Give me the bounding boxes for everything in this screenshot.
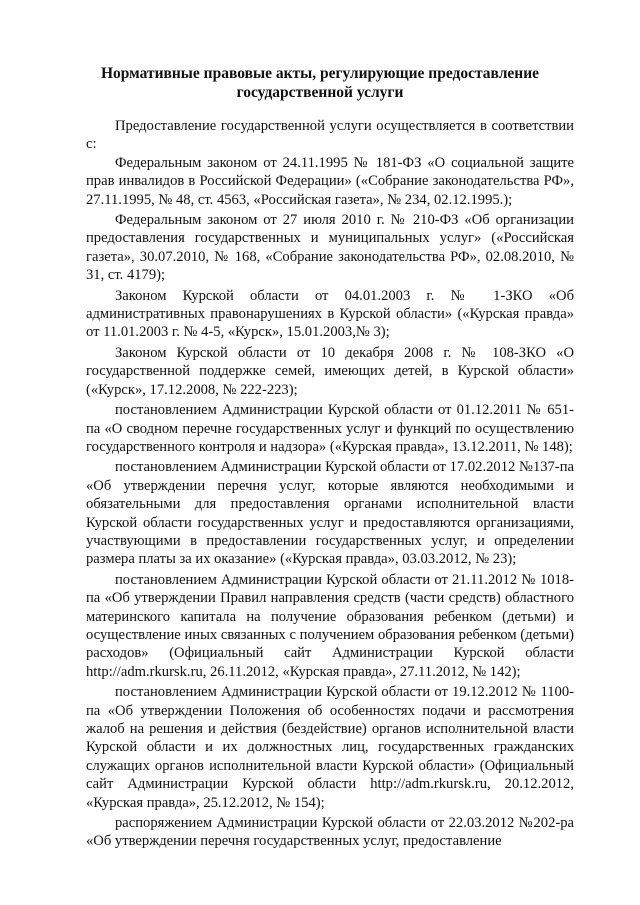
paragraph-resolution-1018: постановлением Администрации Курской области от 21.11.2012 № 1018-па «Об утверждении Правил направления средств (части средств) областного материнского капитала на получение образования ребенком (детьми) и осуществление иных связанных с получением образования ребенком (детьми) расходов» (Официальный сайт Администрации Курской области http://adm.rkursk.ru, 26.11.2012, «Курская правда», 27.11.2012, № 142); (86, 571, 574, 680)
paragraph-resolution-137: постановлением Администрации Курской области от 17.02.2012 №137-па «Об утверждении перечня услуг, которые являются необходимыми и обязательными для предоставления органами исполнительной власти Курской области государственных услуг и предоставляются организациями, участвующими в предоставлении государственных услуг, и определении размера платы за их оказание» («Курская правда», 03.03.2012, № 23); (86, 459, 574, 568)
paragraph-kursk-law-1: Законом Курской области от 04.01.2003 г. № 1-ЗКО «Об административных правонарушениях в Курской области» («Курская правда» от 11.01.2003 г. № 4-5, «Курск», 15.01.2003,№ 3); (86, 287, 574, 341)
paragraph-federal-law-181: Федеральным законом от 24.11.1995 № 181-ФЗ «О социальной защите прав инвалидов в Российской Федерации» («Собрание законодательства РФ», 27.11.1995, № 48, ст. 4563, «Российская газета», № 234, 02.12.1995.); (86, 154, 574, 208)
document-title: Нормативные правовые акты, регулирующие предоставление государственной услуги (100, 65, 540, 101)
paragraph-order-202: распоряжением Администрации Курской области от 22.03.2012 №202-ра «Об утверждении перечня государственных услуг, предоставление (86, 815, 574, 850)
paragraph-intro: Предоставление государственной услуги осуществляется в соответствии с: (86, 118, 574, 153)
paragraph-resolution-1100: постановлением Администрации Курской области от 19.12.2012 № 1100-па «Об утверждении Положения об особенностях подачи и рассмотрения жалоб на решения и действия (бездействие) органов исполнительной власти Курской области и их должностных лиц, государственных гражданских служащих органов исполнительной власти Курской области» (Официальный сайт Администрации Курской области http://adm.rkursk.ru, 20.12.2012, «Курская правда», 25.12.2012, № 154); (86, 684, 574, 811)
paragraph-kursk-law-108: Законом Курской области от 10 декабря 2008 г. № 108-ЗКО «О государственной поддержке семей, имеющих детей, в Курской области» («Курск», 17.12.2008, № 222-223); (86, 344, 574, 398)
document-body (86, 117, 574, 853)
paragraph-federal-law-210: Федеральным законом от 27 июля 2010 г. № 210-ФЗ «Об организации предоставления государственных и муниципальных услуг» («Российская газета», 30.07.2010, № 168, «Собрание законодательства РФ», 02.08.2010, № 31, ст. 4179); (86, 212, 574, 284)
paragraph-resolution-651: постановлением Администрации Курской области от 01.12.2011 № 651-па «О сводном перечне государственных услуг и функций по осуществлению государственного контроля и надзора» («Курская правда», 13.12.2011, № 148); (86, 402, 574, 455)
